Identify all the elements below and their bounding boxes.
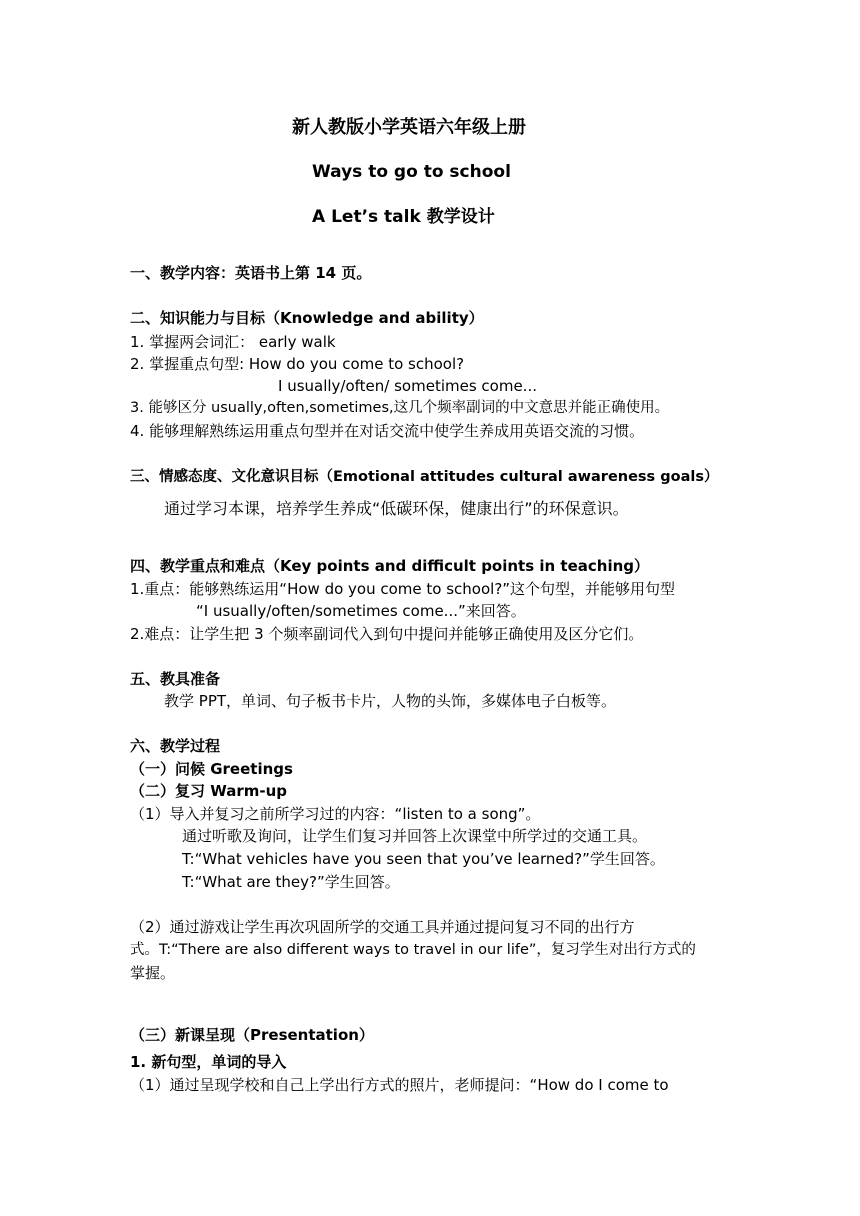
- section-2-item-1: 1. 掌握两会词汇： early walk: [130, 333, 336, 351]
- section-2-item-3: 3. 能够区分 usually,often,sometimes,这几个频率副词的中文意思并能正确使用。: [130, 400, 670, 416]
- doc-subtitle-unit: Ways to go to school: [312, 162, 511, 182]
- section-2-item-2: 2. 掌握重点句型: How do you come to school?: [130, 355, 465, 373]
- section-6-part-2-line-3: T:“What vehicles have you seen that you’ve learned?”学生回答。: [182, 850, 665, 868]
- section-6-part-2-line-7: 掌握。: [130, 964, 176, 982]
- section-2-heading: 二、知识能力与目标（Knowledge and ability）: [130, 309, 484, 327]
- section-6-part-3-line-1: （1）通过呈现学校和自己上学出行方式的照片，老师提问：“How do I come to: [130, 1076, 669, 1094]
- section-5-text: 教学 PPT，单词、句子板书卡片，人物的头饰，多媒体电子白板等。: [164, 692, 617, 710]
- section-6-part-2-line-4: T:“What are they?”学生回答。: [182, 873, 400, 891]
- doc-subtitle-lesson: A Let’s talk 教学设计: [312, 207, 495, 227]
- section-2-item-2-continued: I usually/often/ sometimes come...: [278, 377, 537, 395]
- section-2-item-4: 4. 能够理解熟练运用重点句型并在对话交流中使学生养成用英语交流的习惯。: [130, 422, 645, 440]
- section-6-part-2-line-2: 通过听歌及询问，让学生们复习并回答上次课堂中所学过的交通工具。: [182, 827, 648, 845]
- section-6-heading: 六、教学过程: [130, 737, 221, 755]
- section-6-part-1: （一）问候 Greetings: [130, 760, 293, 778]
- section-6-part-2-line-5: （2）通过游戏让学生再次巩固所学的交通工具并通过提问复习不同的出行方: [130, 918, 635, 936]
- section-6-part-3-heading-1: 1. 新句型，单词的导入: [130, 1053, 287, 1071]
- section-6-part-2-line-6: 式。T:“There are also different ways to travel in our life”，复习学生对出行方式的: [130, 942, 696, 958]
- doc-title: 新人教版小学英语六年级上册: [292, 117, 526, 138]
- section-4-heading: 四、教学重点和难点（Key points and difficult points in teaching）: [130, 557, 650, 575]
- section-3-heading: 三、情感态度、文化意识目标（Emotional attitudes cultural awareness goals）: [130, 469, 719, 485]
- section-6-part-2-line-1: （1）导入并复习之前所学习过的内容：“listen to a song”。: [130, 805, 541, 823]
- section-4-item-1: 1.重点：能够熟练运用“How do you come to school?”这个句型，并能够用句型: [130, 580, 676, 598]
- section-4-item-2: 2.难点：让学生把 3 个频率副词代入到句中提问并能够正确使用及区分它们。: [130, 625, 644, 643]
- section-6-part-3: （三）新课呈现（Presentation）: [130, 1026, 374, 1044]
- section-6-part-2: （二）复习 Warm-up: [130, 782, 288, 800]
- section-4-item-1-continued: “I usually/often/sometimes come...”来回答。: [196, 602, 526, 620]
- section-1-heading: 一、教学内容：英语书上第 14 页。: [130, 264, 372, 282]
- section-3-text: 通过学习本课，培养学生养成“低碳环保，健康出行”的环保意识。: [164, 499, 629, 518]
- section-5-heading: 五、教具准备: [130, 670, 221, 688]
